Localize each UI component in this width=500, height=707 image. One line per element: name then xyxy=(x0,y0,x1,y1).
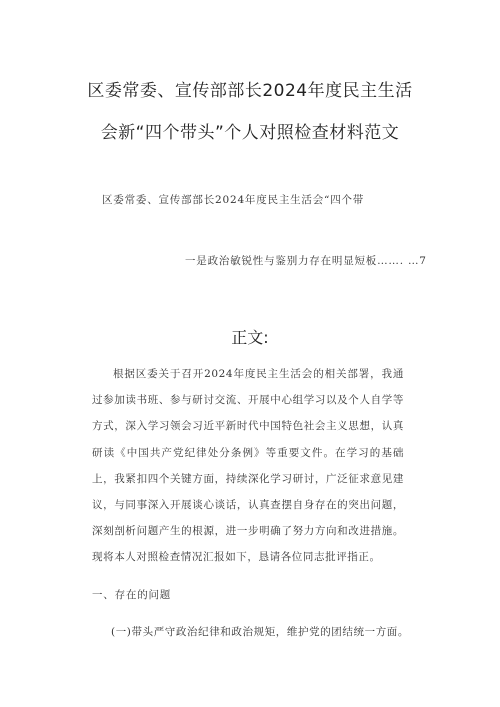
toc-entry: 区委常委、宣传部部长2024年度民主生活会“四个带 xyxy=(102,194,365,206)
document-title-line-2: 会新“四个带头”个人对照检查材料范文 xyxy=(100,123,400,143)
toc-entry: 一是政治敏锐性与鉴别力存在明显短板……. …7 xyxy=(185,255,427,267)
intro-paragraph: 根据区委关于召开2024年度民主生活会的相关部署，我通过参加读书班、参与研讨交流、开展中心组学习以及个人自学等方式，深入学习领会习近平新时代中国特色社会主义思想，认真研读《中国共产党纪律处分条例》等重要文件。在学习的基础上，我紧扣四个关键方面，持续深化学习研讨，广泛征求意见建议，与同事深入开展谈心谈话，认真查摆自身存在的突出问题，深刻剖析问题产生的根源，进一步明确了努力方向和改进措施。现将本人对照检查情况汇报如下，恳请各位同志批评指正。 xyxy=(92,368,404,564)
section-heading: 正文: xyxy=(231,328,269,347)
heading-level-2: (一)带头严守政治纪律和政治规矩，维护党的团结统一方面。 xyxy=(111,626,409,638)
heading-level-1: 一、存在的问题 xyxy=(92,589,172,601)
document-title-line-1: 区委常委、宣传部部长2024年度民主生活 xyxy=(87,81,413,101)
